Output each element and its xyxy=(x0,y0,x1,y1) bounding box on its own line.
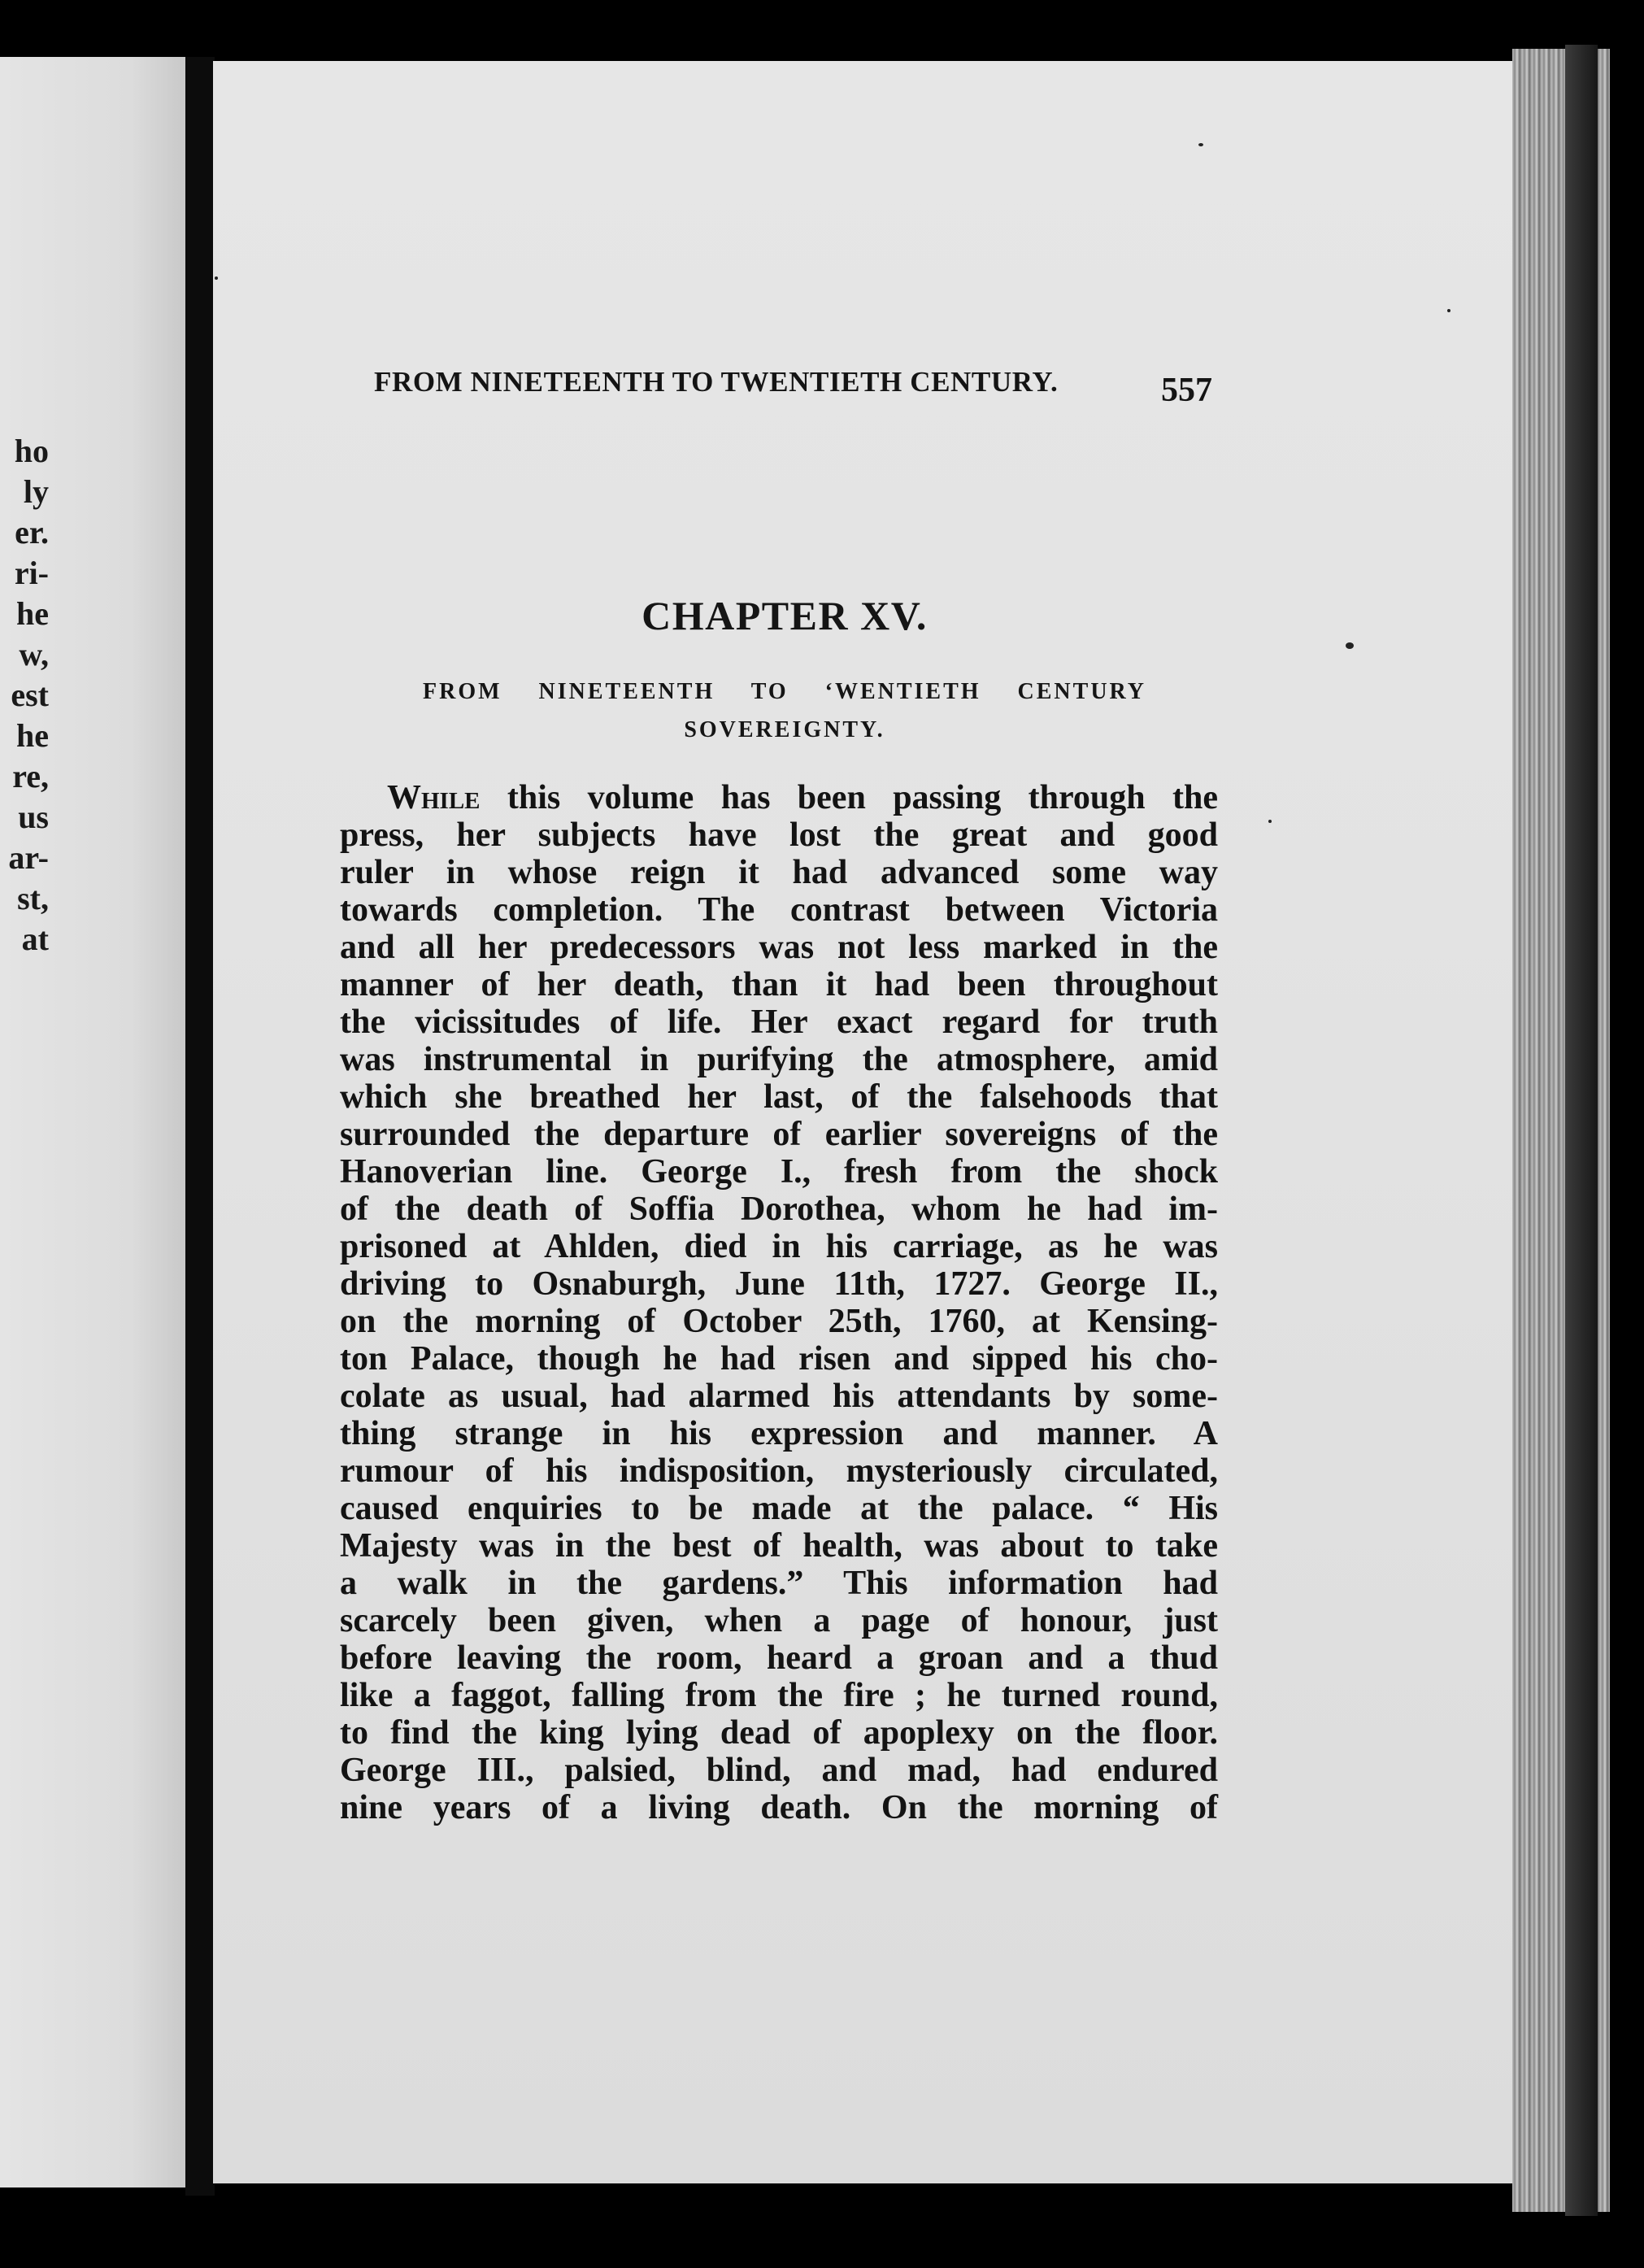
body-paragraph xyxy=(340,779,1218,1826)
text-line: George III., palsied, blind, and mad, had endured xyxy=(340,1752,1218,1789)
left-fragment: ho xyxy=(14,433,49,469)
scan-speck xyxy=(1447,309,1450,312)
text-line: Hanoverian line. George I., fresh from the shock xyxy=(340,1153,1218,1191)
chapter-title: CHAPTER XV. xyxy=(642,593,928,638)
text-line-rest: this volume has been passing through the xyxy=(480,779,1218,816)
text-line: prisoned at Ahlden, died in his carriage, as he was xyxy=(340,1228,1218,1265)
left-fragment: er. xyxy=(15,514,49,551)
text-line: was instrumental in purifying the atmosphere, amid xyxy=(340,1041,1218,1078)
text-line: driving to Osnaburgh, June 11th, 1727. George II., xyxy=(340,1265,1218,1303)
book-gutter xyxy=(185,57,215,2196)
text-line: nine years of a living death. On the morning of xyxy=(340,1789,1218,1826)
text-line: of the death of Soffia Dorothea, whom he had im- xyxy=(340,1191,1218,1228)
scan-speck xyxy=(1268,820,1272,823)
page-number: 557 xyxy=(1161,372,1212,409)
text-line: colate as usual, had alarmed his attendants by some- xyxy=(340,1378,1218,1415)
text-line: the vicissitudes of life. Her exact regard for truth xyxy=(340,1003,1218,1041)
text-line: scarcely been given, when a page of honour, just xyxy=(340,1602,1218,1639)
text-line xyxy=(340,779,1218,816)
left-fragment: ri- xyxy=(14,555,49,591)
text-line: and all her predecessors was not less marked in the xyxy=(340,929,1218,966)
scan-speck xyxy=(1198,143,1203,146)
text-line: which she breathed her last, of the falsehoods that xyxy=(340,1078,1218,1116)
text-line: rumour of his indisposition, mysteriously circulated, xyxy=(340,1452,1218,1490)
text-line: ruler in whose reign it had advanced some way xyxy=(340,854,1218,891)
cover-edge xyxy=(1565,45,1598,2216)
left-page-line-fragments xyxy=(0,431,49,960)
text-line: like a faggot, falling from the fire ; he turned round, xyxy=(340,1677,1218,1714)
text-line: ton Palace, though he had risen and sipped his cho- xyxy=(340,1340,1218,1378)
text-line: thing strange in his expression and manner. A xyxy=(340,1415,1218,1452)
left-fragment: he xyxy=(16,595,49,632)
scan-speck xyxy=(215,276,218,280)
left-fragment: ar- xyxy=(8,839,49,876)
running-head: FROM NINETEENTH TO TWENTIETH CENTURY. xyxy=(374,366,1059,398)
text-line: before leaving the room, heard a groan and a thud xyxy=(340,1639,1218,1677)
left-fragment: w, xyxy=(19,636,49,673)
text-line: caused enquiries to be made at the palace. “ His xyxy=(340,1490,1218,1527)
text-line: on the morning of October 25th, 1760, at Kensing- xyxy=(340,1303,1218,1340)
text-line: towards completion. The contrast between Victoria xyxy=(340,891,1218,929)
opening-word: While xyxy=(387,779,481,816)
left-fragment: he xyxy=(16,717,49,754)
left-fragment: est xyxy=(11,677,49,713)
text-line: Majesty was in the best of health, was about to take xyxy=(340,1527,1218,1565)
scan-speck xyxy=(1346,642,1354,649)
left-fragment: st, xyxy=(17,880,49,916)
left-fragment: re, xyxy=(12,758,49,794)
left-fragment: ly xyxy=(23,473,49,510)
text-line: press, her subjects have lost the great and good xyxy=(340,816,1218,854)
chapter-subtitle-line-1: FROM NINETEENTH TO ‘WENTIETH CENTURY xyxy=(423,679,1146,704)
text-line: manner of her death, than it had been throughout xyxy=(340,966,1218,1003)
left-page xyxy=(0,57,187,2187)
chapter-subtitle-line-2: SOVEREIGNTY. xyxy=(684,717,885,742)
text-line: to find the king lying dead of apoplexy on the floor. xyxy=(340,1714,1218,1752)
left-fragment: at xyxy=(21,921,49,957)
text-line: a walk in the gardens.” This information had xyxy=(340,1565,1218,1602)
text-line: surrounded the departure of earlier sovereigns of the xyxy=(340,1116,1218,1153)
left-fragment: us xyxy=(18,799,49,835)
